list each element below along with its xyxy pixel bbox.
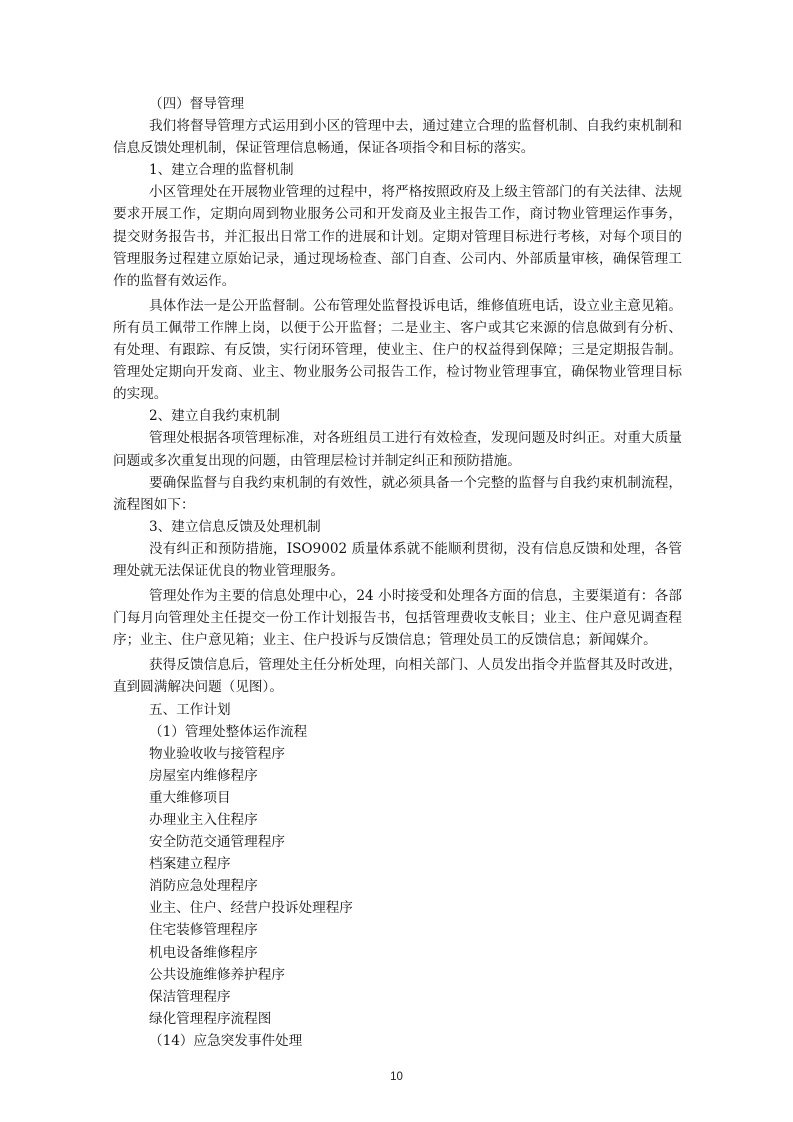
list-item: 绿化管理程序流程图: [149, 1010, 272, 1027]
subheading-feedback: 3、建立信息反馈及处理机制: [149, 518, 321, 535]
subheading-self-restraint: 2、建立自我约束机制: [149, 408, 280, 425]
list-item: 办理业主入住程序: [149, 812, 258, 828]
list-item: 住宅装修管理程序: [149, 922, 258, 939]
intro-paragraph: 我们将督导管理方式运用到小区的管理中去，通过建立合理的监督机制、自我约束机制和信息反馈处理机制，保证管理信息畅通，保证各项指令和目标的落实。: [113, 118, 682, 157]
list-item: 重大维修项目: [149, 789, 231, 806]
plan-list: [113, 743, 682, 1030]
section-heading-work-plan: 五、工作计划: [149, 701, 231, 718]
section-heading: （四）督导管理: [149, 96, 245, 112]
list-item: 消防应急处理程序: [149, 878, 258, 895]
document-body: [113, 93, 682, 1052]
list-item: 保洁管理程序: [149, 988, 231, 1005]
list-item: 公共设施维修养护程序: [149, 966, 285, 983]
paragraph-feedback-3: 获得反馈信息后，管理处主任分析处理，向相关部门、人员发出指令并监督其及时改进，直到圆满解决问题（见图）。: [113, 657, 682, 696]
subheading-supervision: 1、建立合理的监督机制: [149, 162, 294, 179]
list-item: 物业验收收与接管程序: [149, 745, 285, 762]
paragraph-feedback-2: 管理处作为主要的信息处理中心，24 小时接受和处理各方面的信息，主要渠道有：各部门每月向管理处主任提交一份工作计划报告书，包括管理费收支帐目；业主、住户意见调查程序；业主、住户意见箱；业主、住户投诉与反馈信息；管理处员工的反馈信息；新闻媒介。: [113, 588, 682, 649]
plan-heading: （1）管理处整体运作流程: [149, 723, 308, 740]
paragraph-feedback-1: 没有纠正和预防措施，ISO9002 质量体系就不能顺利贯彻，没有信息反馈和处理，各管理处就无法保证优良的物业管理服务。: [113, 540, 682, 579]
paragraph-self-restraint-1: 管理处根据各项管理标准，对各班组员工进行有效检查，发现问题及时纠正。对重大质量问题或多次重复出现的问题，由管理层检讨并制定纠正和预防措施。: [113, 430, 682, 469]
paragraph-supervision-2: 具体作法一是公开监督制。公布管理处监督投诉电话，维修值班电话，设立业主意见箱。所有员工佩带工作牌上岗，以便于公开监督；二是业主、客户或其它来源的信息做到有分析、有处理、有跟踪、有反馈，实行闭环管理，使业主、住户的权益得到保障；三是定期报告制。管理处定期向开发商、业主、物业服务公司报告工作，检讨物业管理事宜，确保物业管理目标的实现。: [113, 297, 682, 403]
page-number: 10: [390, 1071, 403, 1083]
list-item: 档案建立程序: [149, 856, 231, 873]
paragraph-supervision-1: 小区管理处在开展物业管理的过程中，将严格按照政府及上级主管部门的有关法律、法规要求开展工作，定期向周到物业服务公司和开发商及业主报告工作，商讨物业管理运作事务，提交财务报告书，并汇报出日常工作的进展和计划。定期对管理目标进行考核，对每个项目的管理服务过程建立原始记录，通过现场检查、部门自查、公司内、外部质量审核，确保管理工作的监督有效运作。: [113, 184, 682, 289]
list-item: 业主、住户、经营户投诉处理程序: [149, 900, 353, 917]
list-item: 安全防范交通管理程序: [149, 834, 285, 851]
list-item: 机电设备维修程序: [149, 944, 258, 961]
list-item: 房屋室内维修程序: [149, 767, 258, 784]
paragraph-self-restraint-2: 要确保监督与自我约束机制的有效性，就必须具备一个完整的监督与自我约束机制流程，流程图如下：: [113, 474, 682, 513]
plan-last-item: （14）应急突发事件处理: [149, 1032, 303, 1049]
